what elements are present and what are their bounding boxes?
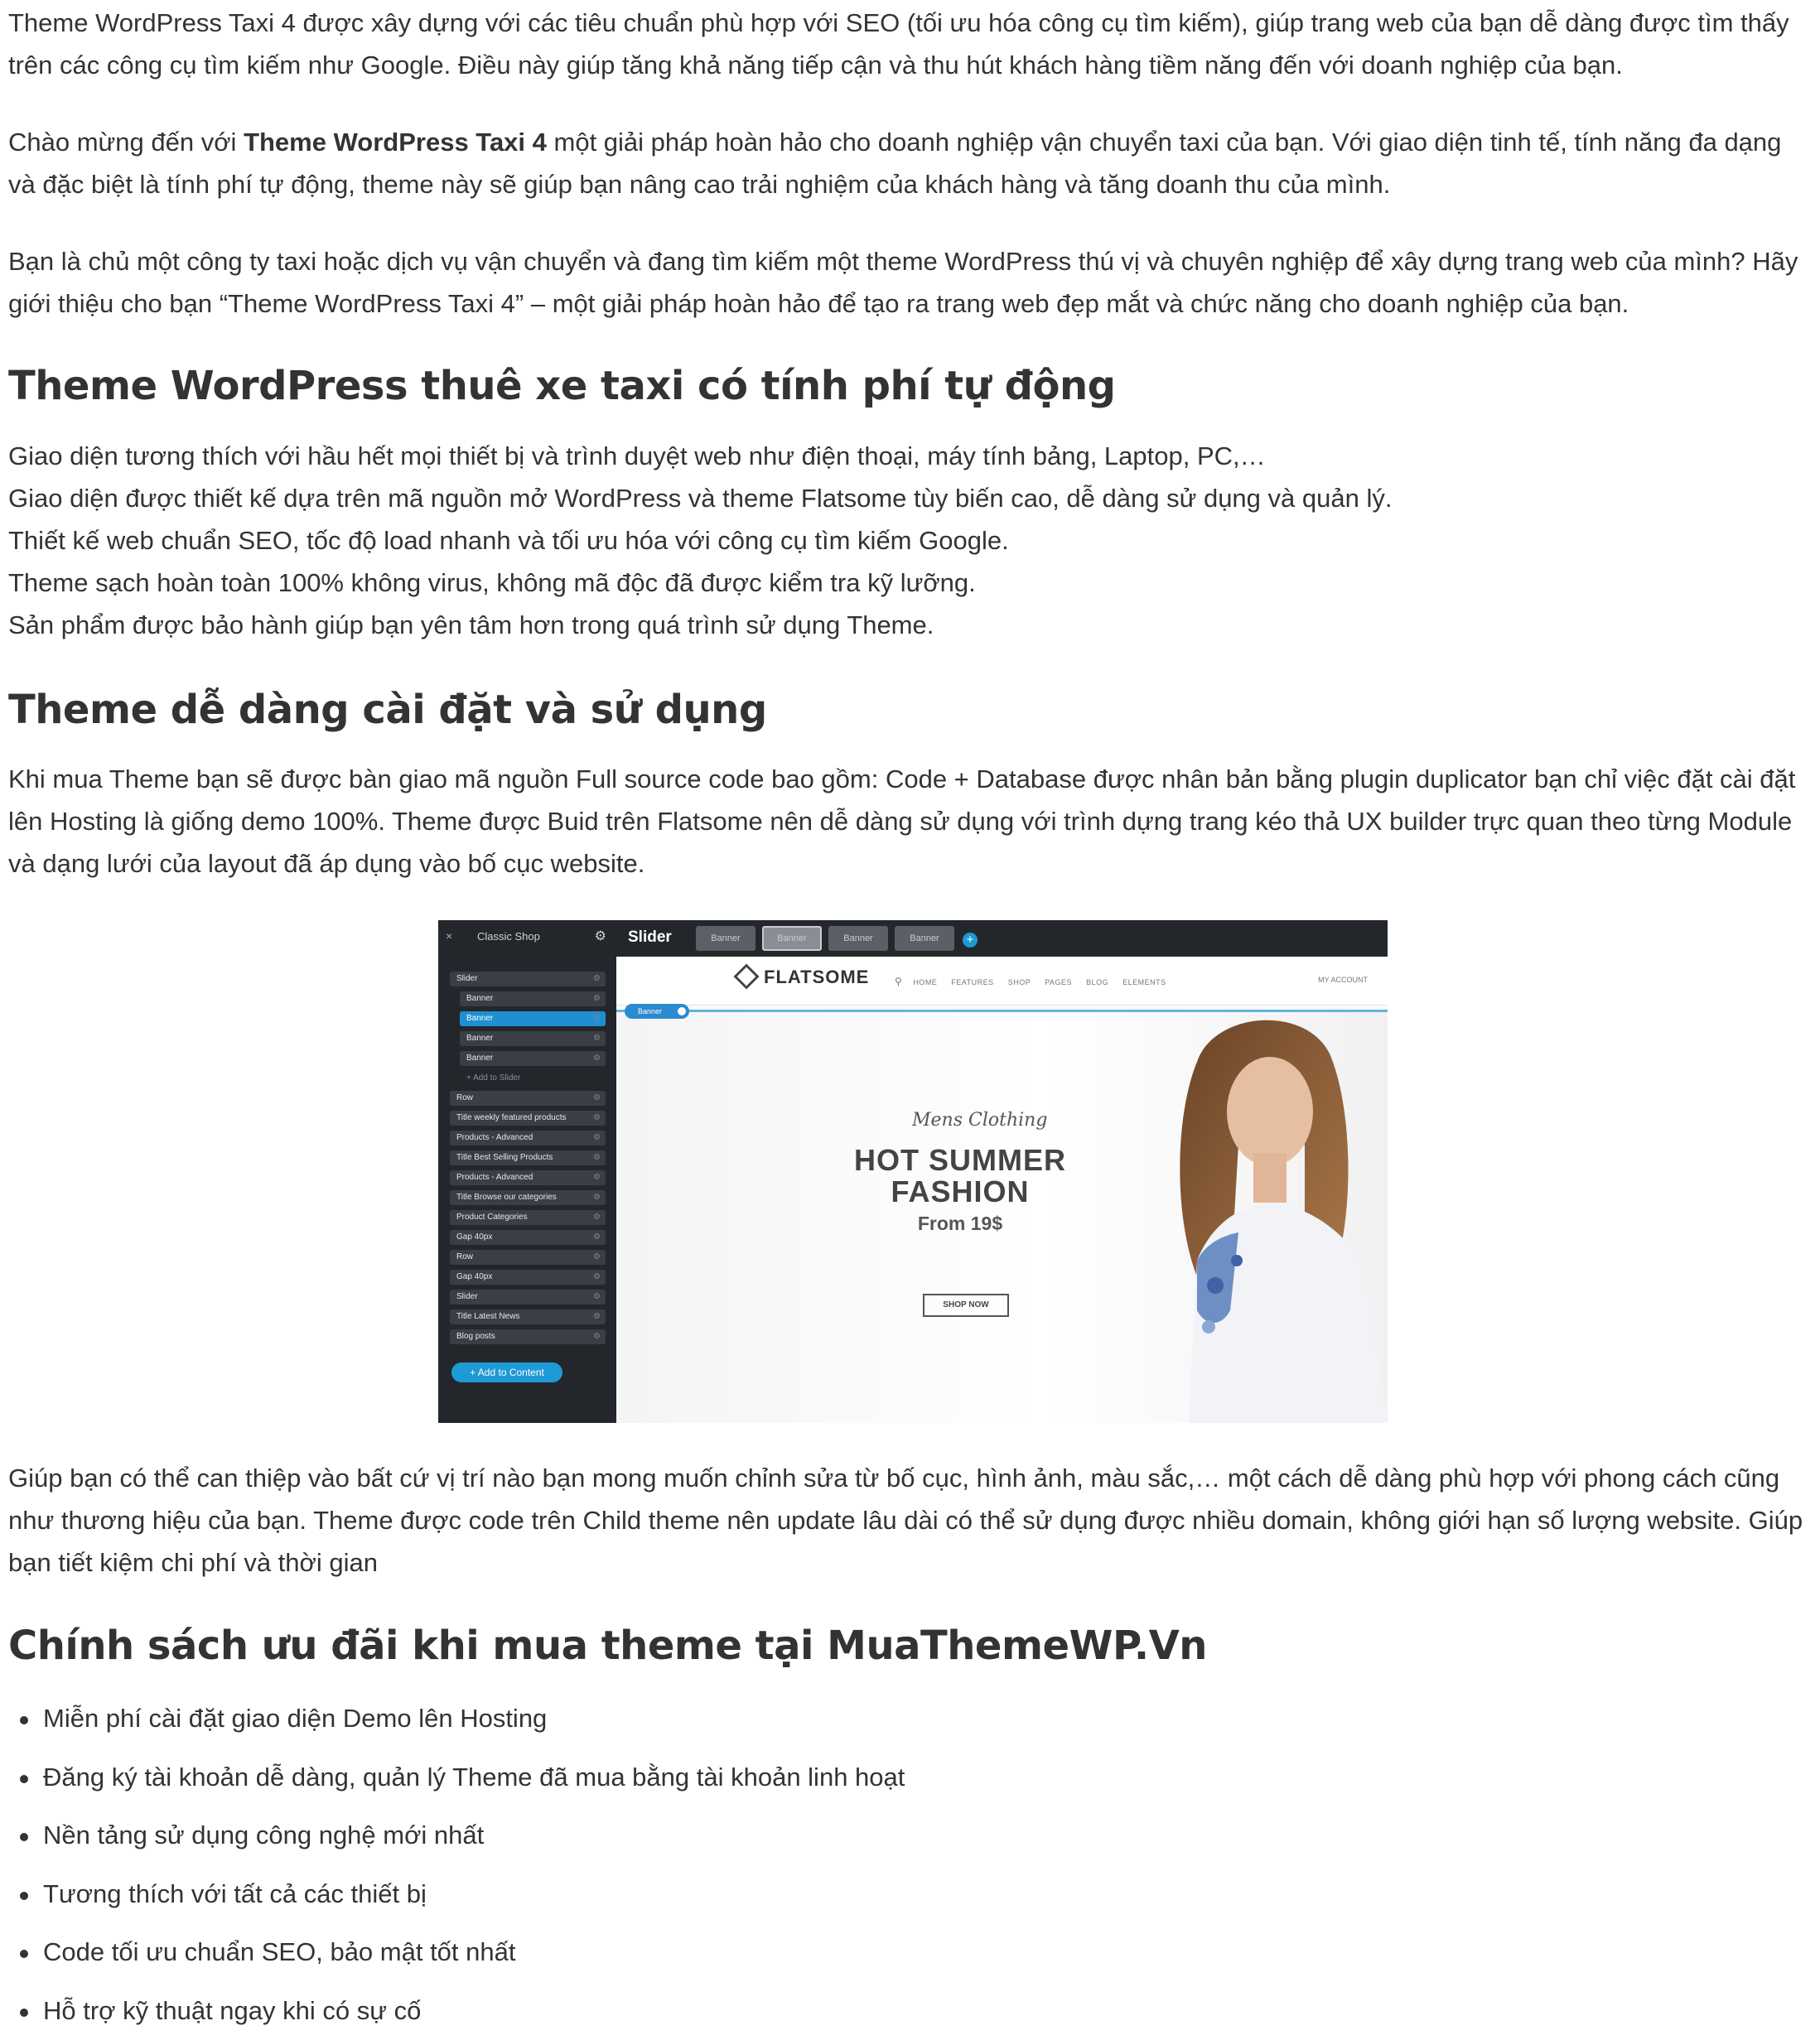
model-photo xyxy=(1139,1012,1388,1423)
banner-thumb: Banner xyxy=(696,926,756,951)
banner-thumb: Banner xyxy=(895,926,954,951)
hero-banner xyxy=(616,1012,1388,1423)
nav-link: HOME xyxy=(913,978,937,986)
builder-topbar xyxy=(616,920,1388,957)
hero-price: From 19$ xyxy=(840,1213,1080,1235)
tree-item: Blog posts ⚙ xyxy=(450,1329,606,1344)
tree-item: Gap 40px ⚙ xyxy=(450,1230,606,1245)
hero-script-text: Mens Clothing xyxy=(912,1110,1047,1131)
feature-lines xyxy=(8,435,1392,646)
nav-link: PAGES xyxy=(1045,978,1072,986)
flatsome-logo xyxy=(737,967,869,988)
builder-panel-title: Classic Shop xyxy=(477,930,540,943)
builder-sidebar-header xyxy=(438,920,616,957)
install-paragraph: Khi mua Theme bạn sẽ được bàn giao mã nguồn Full source code bao gồm: Code + Database được nhân bản bằng plugin duplicator bạn chỉ việc đặt cài đặt lên Hosting là giống demo 100%. Theme được Buid trên Flatsome nên dễ dàng sử dụng với trình dựng trang kéo thả UX builder trực quan theo từng Module và dạng lưới của layout đã áp dụng vào bố cục website. xyxy=(8,758,1814,885)
welcome-text-before: Chào mừng đến với xyxy=(8,128,244,157)
hero-headline xyxy=(840,1145,1080,1208)
owner-paragraph: Bạn là chủ một công ty taxi hoặc dịch vụ vận chuyển và đang tìm kiếm một theme WordPress thú vị và chuyên nghiệp để xây dựng trang web của mình? Hãy giới thiệu cho bạn “Theme WordPress Taxi 4” – một giải pháp hoàn hảo để tạo ra trang web đẹp mắt và chức năng cho doanh nghiệp của bạn. xyxy=(8,240,1814,325)
banner-tag: Banner xyxy=(625,1004,689,1019)
welcome-text-after: một giải pháp hoàn hảo cho doanh nghiệp vận chuyển taxi của bạn. Với giao diện tinh tế, tính năng đa dạng và đặc biệt là tính phí tự động, theme này sẽ giúp bạn nâng cao trải nghiệm của khách hàng và tăng doanh thu của mình. xyxy=(8,128,1781,199)
gear-icon: ⚙ xyxy=(595,928,606,944)
nav-link: FEATURES xyxy=(951,978,993,986)
ux-builder-screenshot xyxy=(438,920,1388,1423)
hero-headline-line: FASHION xyxy=(840,1176,1080,1208)
intro-seo-paragraph: Theme WordPress Taxi 4 được xây dựng với các tiêu chuẩn phù hợp với SEO (tối ưu hóa công cụ tìm kiếm), giúp trang web của bạn dễ dàng được tìm thấy trên các công cụ tìm kiếm như Google. Điều này giúp tăng khả năng tiếp cận và thu hút khách hàng tiềm năng đến với doanh nghiệp của bạn. xyxy=(8,2,1814,86)
add-banner-icon: + xyxy=(963,933,978,948)
list-item: Tương thích với tất cả các thiết bị xyxy=(8,1865,905,1924)
tree-item: Title Best Selling Products ⚙ xyxy=(450,1150,606,1165)
list-item: Đăng ký tài khoản dễ dàng, quản lý Theme đã mua bằng tài khoản linh hoạt xyxy=(8,1748,905,1807)
site-nav xyxy=(616,957,1388,1006)
customize-paragraph: Giúp bạn có thể can thiệp vào bất cứ vị trí nào bạn mong muốn chỉnh sửa từ bố cục, hình ảnh, màu sắc,… một cách dễ dàng phù hợp với phong cách cũng như thương hiệu của bạn. Theme được code trên Child theme nên update lâu dài có thể sử dụng được nhiều domain, không giới hạn số lượng website. Giúp bạn tiết kiệm chi phí và thời gian xyxy=(8,1457,1814,1584)
list-item: Miễn phí cài đặt giao diện Demo lên Hosting xyxy=(8,1690,905,1748)
welcome-paragraph xyxy=(8,121,1814,205)
tree-item: Banner ⚙ xyxy=(460,1051,606,1066)
logo-text: FLATSOME xyxy=(764,967,869,987)
benefits-list xyxy=(8,1690,905,2040)
site-nav-links xyxy=(895,976,1178,987)
tree-add-to-slider: + Add to Slider xyxy=(460,1071,606,1086)
tree-item: Title weekly featured products ⚙ xyxy=(450,1111,606,1126)
feature-line: Giao diện được thiết kế dựa trên mã nguồn mở WordPress và theme Flatsome tùy biến cao, dễ dàng sử dụng và quản lý. xyxy=(8,477,1392,519)
builder-sidebar xyxy=(438,920,616,1423)
tree-item: Row ⚙ xyxy=(450,1250,606,1265)
tree-item: Slider ⚙ xyxy=(450,972,606,986)
banner-thumb-active: Banner xyxy=(762,926,822,951)
tree-item: Title Browse our categories ⚙ xyxy=(450,1190,606,1205)
nav-link: SHOP xyxy=(1008,978,1031,986)
builder-topbar-title: Slider xyxy=(628,928,672,947)
welcome-theme-name: Theme WordPress Taxi 4 xyxy=(244,128,547,157)
shop-now-button: SHOP NOW xyxy=(923,1294,1009,1317)
tree-item: Product Categories ⚙ xyxy=(450,1210,606,1225)
tree-item: Banner ⚙ xyxy=(460,991,606,1006)
add-to-content-button: + Add to Content xyxy=(451,1362,562,1382)
list-item: Nền tảng sử dụng công nghệ mới nhất xyxy=(8,1806,905,1865)
heading-auto-fee: Theme WordPress thuê xe taxi có tính phí tự động xyxy=(8,361,1115,411)
tree-item: Slider ⚙ xyxy=(450,1290,606,1305)
search-icon: ⚲ xyxy=(895,976,902,987)
tree-item: Gap 40px ⚙ xyxy=(450,1270,606,1285)
logo-mark-icon xyxy=(733,963,759,989)
tree-item: Products - Advanced ⚙ xyxy=(450,1131,606,1145)
heading-offers: Chính sách ưu đãi khi mua theme tại MuaThemeWP.Vn xyxy=(8,1621,1207,1671)
hero-headline-line: HOT SUMMER xyxy=(840,1145,1080,1176)
heading-easy-install: Theme dễ dàng cài đặt và sử dụng xyxy=(8,685,767,735)
tree-item: Row ⚙ xyxy=(450,1091,606,1106)
list-item: Hỗ trợ kỹ thuật ngay khi có sự cố xyxy=(8,1982,905,2040)
site-preview xyxy=(616,957,1388,1423)
selection-rule xyxy=(616,1010,1388,1012)
feature-line: Theme sạch hoàn toàn 100% không virus, không mã độc đã được kiểm tra kỹ lưỡng. xyxy=(8,562,1392,604)
nav-link: BLOG xyxy=(1086,978,1108,986)
banner-thumb: Banner xyxy=(828,926,888,951)
close-icon: × xyxy=(446,929,452,943)
my-account-link: MY ACCOUNT xyxy=(1318,976,1368,984)
feature-line: Giao diện tương thích với hầu hết mọi thiết bị và trình duyệt web như điện thoại, máy tính bảng, Laptop, PC,… xyxy=(8,435,1392,477)
tree-item: Title Latest News ⚙ xyxy=(450,1309,606,1324)
tree-item-selected: Banner ⚙ xyxy=(460,1011,606,1026)
tree-item: Products - Advanced ⚙ xyxy=(450,1170,606,1185)
nav-link: ELEMENTS xyxy=(1122,978,1166,986)
list-item: Code tối ưu chuẩn SEO, bảo mật tốt nhất xyxy=(8,1923,905,1982)
feature-line: Sản phẩm được bảo hành giúp bạn yên tâm hơn trong quá trình sử dụng Theme. xyxy=(8,604,1392,646)
tree-item: Banner ⚙ xyxy=(460,1031,606,1046)
feature-line: Thiết kế web chuẩn SEO, tốc độ load nhanh và tối ưu hóa với công cụ tìm kiếm Google. xyxy=(8,519,1392,562)
